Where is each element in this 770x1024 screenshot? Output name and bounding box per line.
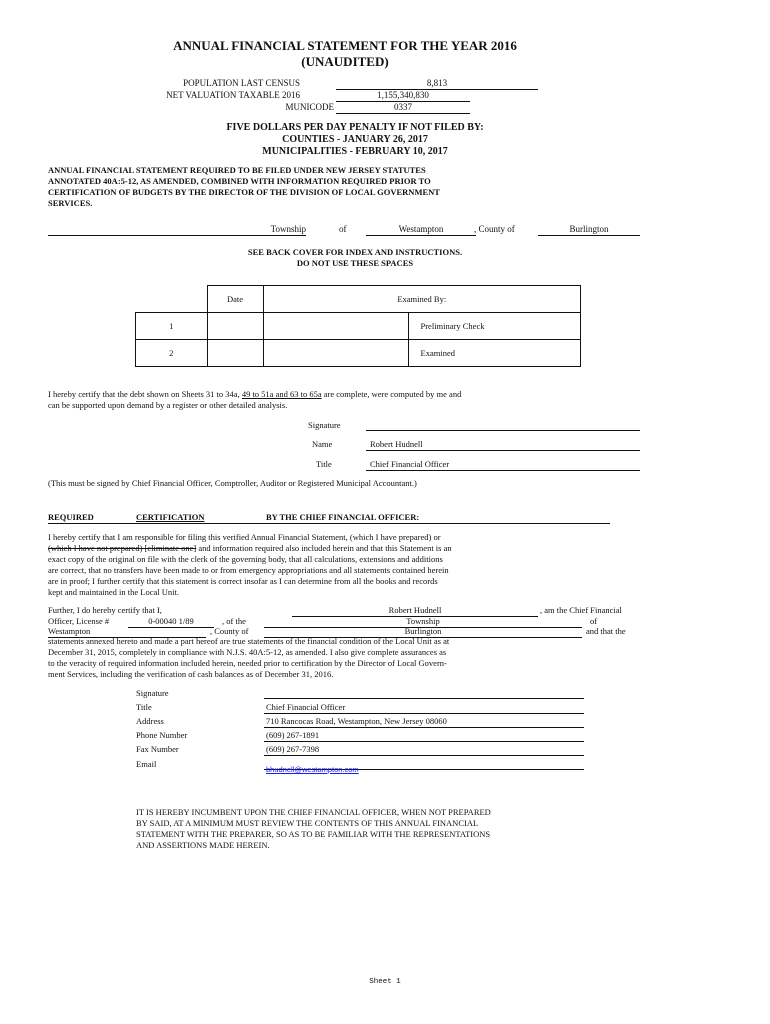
further-line-4: statements annexed hereto and made a part hereof are true statements of the financial condition of the Local Unit as at: [48, 636, 450, 646]
title-label: Title: [316, 459, 332, 469]
penalty-line-1: FIVE DOLLARS PER DAY PENALTY IF NOT FILED BY:: [226, 122, 484, 133]
further-of: of: [590, 616, 598, 626]
exam-row-2-label: Examined: [408, 340, 581, 367]
name-label: Name: [312, 439, 333, 449]
incumbent-line-1: IT IS HEREBY INCUMBENT UPON THE CHIEF FINANCIAL OFFICER, WHEN NOT PREPARED: [136, 807, 491, 817]
contact-title-label: Title: [136, 702, 152, 712]
debt-cert-line-2: can be supported upon demand by a register or other detailed analysis.: [48, 400, 288, 410]
cfo-cert-line-2: [48, 543, 452, 554]
debt-cert-line-1: [48, 389, 461, 400]
name-value: Robert Hudnell: [366, 439, 640, 451]
contact-fax-value: (609) 267-7398: [264, 744, 584, 756]
net-valuation-value: 1,155,340,830: [336, 90, 470, 102]
contact-address-label: Address: [136, 716, 164, 726]
contact-address-value: 710 Rancocas Road, Westampton, New Jersey 08060: [264, 716, 584, 728]
statute-line-1: ANNUAL FINANCIAL STATEMENT REQUIRED TO BE FILED UNDER NEW JERSEY STATUTES: [48, 165, 426, 175]
statute-line-4: SERVICES.: [48, 198, 93, 208]
back-cover-line-1: SEE BACK COVER FOR INDEX AND INSTRUCTIONS.: [247, 247, 463, 257]
cfo-cert-line-5: are in proof; I further certify that this statement is correct insofar as I can determine from all the books and records: [48, 576, 438, 586]
further-county: Burlington: [264, 626, 582, 638]
signature-line[interactable]: [366, 420, 640, 431]
contact-signature-line[interactable]: [264, 688, 584, 699]
officer-license-label: Officer, License #: [48, 616, 110, 626]
further-county-of: , County of: [210, 626, 249, 636]
contact-email-field: [264, 759, 584, 774]
municode-value: 0337: [336, 102, 470, 114]
certification-rule: [48, 523, 610, 524]
cfo-cert-line-4: are correct, that no transfers have been made to or from emergency appropriations and all statements contained herein: [48, 565, 449, 575]
cfo-cert-line-2-rest: and information required also included herein and that this Statement is an: [196, 543, 452, 553]
debt-cert-part2: are complete, were computed by me and: [321, 389, 462, 399]
statute-line-2: ANNOTATED 40A:5-12, AS AMENDED, COMBINED WITH INFORMATION REQUIRED PRIOR TO: [48, 176, 431, 186]
exam-date-header: Date: [207, 286, 263, 313]
debt-cert-part1: I hereby certify that the debt shown on Sheets 31 to 34a,: [48, 389, 242, 399]
certification-label: CERTIFICATION: [136, 512, 205, 522]
municipality-type-line: [48, 224, 306, 236]
examination-table: [135, 285, 581, 367]
required-label: REQUIRED: [48, 512, 94, 522]
municipality-type: Township: [270, 224, 306, 234]
county-name: Burlington: [538, 224, 640, 236]
population-label: POPULATION LAST CENSUS: [183, 78, 300, 88]
net-valuation-label: NET VALUATION TAXABLE 2016: [166, 90, 300, 100]
contact-phone-value: (609) 267-1891: [264, 730, 584, 742]
page-subtitle: (UNAUDITED): [301, 54, 389, 69]
municipality-of: of: [339, 224, 347, 234]
exam-row-2-date[interactable]: [207, 340, 263, 367]
contact-email-label: Email: [136, 759, 157, 769]
municipality-name: Westampton: [366, 224, 476, 236]
municode-label: MUNICODE: [285, 102, 334, 112]
further-am-the: , am the Chief Financial: [540, 605, 622, 615]
exam-table-corner: [136, 286, 208, 313]
exam-row-1-date[interactable]: [207, 313, 263, 340]
cfo-cert-struck: (which I have not prepared) [eliminate one]: [48, 543, 197, 553]
exam-row-1-label: Preliminary Check: [408, 313, 581, 340]
exam-row-2-initials[interactable]: [263, 340, 408, 367]
further-name: Robert Hudnell: [292, 605, 538, 617]
further-and-that: and that the: [586, 626, 626, 636]
cfo-cert-line-3: exact copy of the original on file with the clerk of the governing body, that all calculations, extensions and additions: [48, 554, 443, 564]
further-of-the: , of the: [222, 616, 246, 626]
back-cover-line-2: DO NOT USE THESE SPACES: [296, 258, 414, 268]
further-line-5: December 31, 2015, completely in compliance with N.J.S. 40A:5-12, as amended. I also give complete assurances as: [48, 647, 447, 657]
further-type: Township: [264, 616, 582, 628]
exam-examined-header: Examined By:: [263, 286, 581, 313]
statute-line-3: CERTIFICATION OF BUDGETS BY THE DIRECTOR OF THE DIVISION OF LOCAL GOVERNMENT: [48, 187, 440, 197]
contact-email-link[interactable]: bhudnell@westampton.com: [266, 765, 359, 774]
contact-signature-label: Signature: [136, 688, 169, 698]
county-label: , County of: [474, 224, 515, 234]
penalty-line-3: MUNICIPALITIES - FEBRUARY 10, 2017: [262, 146, 448, 157]
incumbent-line-4: AND ASSERTIONS MADE HEREIN.: [136, 840, 270, 850]
license-number: 0-00040 1/89: [128, 616, 214, 628]
by-cfo-label: BY THE CHIEF FINANCIAL OFFICER:: [266, 512, 420, 522]
page-title: ANNUAL FINANCIAL STATEMENT FOR THE YEAR 2016: [173, 38, 517, 53]
debt-cert-struck: 49 to 51a and 63 to 65a: [241, 389, 322, 399]
further-line-6: to the veracity of required information included herein, needed prior to certification by the Director of Local Govern-: [48, 658, 447, 668]
penalty-line-2: COUNTIES - JANUARY 26, 2017: [282, 134, 428, 145]
population-value: 8,813: [336, 78, 538, 90]
contact-phone-label: Phone Number: [136, 730, 188, 740]
contact-fax-label: Fax Number: [136, 744, 179, 754]
incumbent-line-3: STATEMENT WITH THE PREPARER, SO AS TO BE FAMILIAR WITH THE REPRESENTATIONS: [136, 829, 491, 839]
title-value: Chief Financial Officer: [366, 459, 640, 471]
further-municipality: Westampton: [48, 626, 206, 638]
incumbent-line-2: BY SAID, AT A MINIMUM MUST REVIEW THE CONTENTS OF THIS ANNUAL FINANCIAL: [136, 818, 479, 828]
exam-row-1-initials[interactable]: [263, 313, 408, 340]
signed-note: (This must be signed by Chief Financial Officer, Comptroller, Auditor or Registered Municipal Accountant.): [48, 478, 417, 488]
signature-label: Signature: [308, 420, 341, 430]
sheet-number: Sheet 1: [369, 978, 401, 986]
exam-row-2-number: 2: [136, 340, 208, 367]
exam-row-1-number: 1: [136, 313, 208, 340]
contact-title-value: Chief Financial Officer: [264, 702, 584, 714]
further-line-7: ment Services, including the verification of cash balances as of December 31, 2016.: [48, 669, 334, 679]
further-intro: Further, I do hereby certify that I,: [48, 605, 162, 615]
cfo-cert-line-6: kept and maintained in the Local Unit.: [48, 587, 180, 597]
cfo-cert-line-1: I hereby certify that I am responsible for filing this verified Annual Financial Statement, (which I have prepared) or: [48, 532, 441, 542]
